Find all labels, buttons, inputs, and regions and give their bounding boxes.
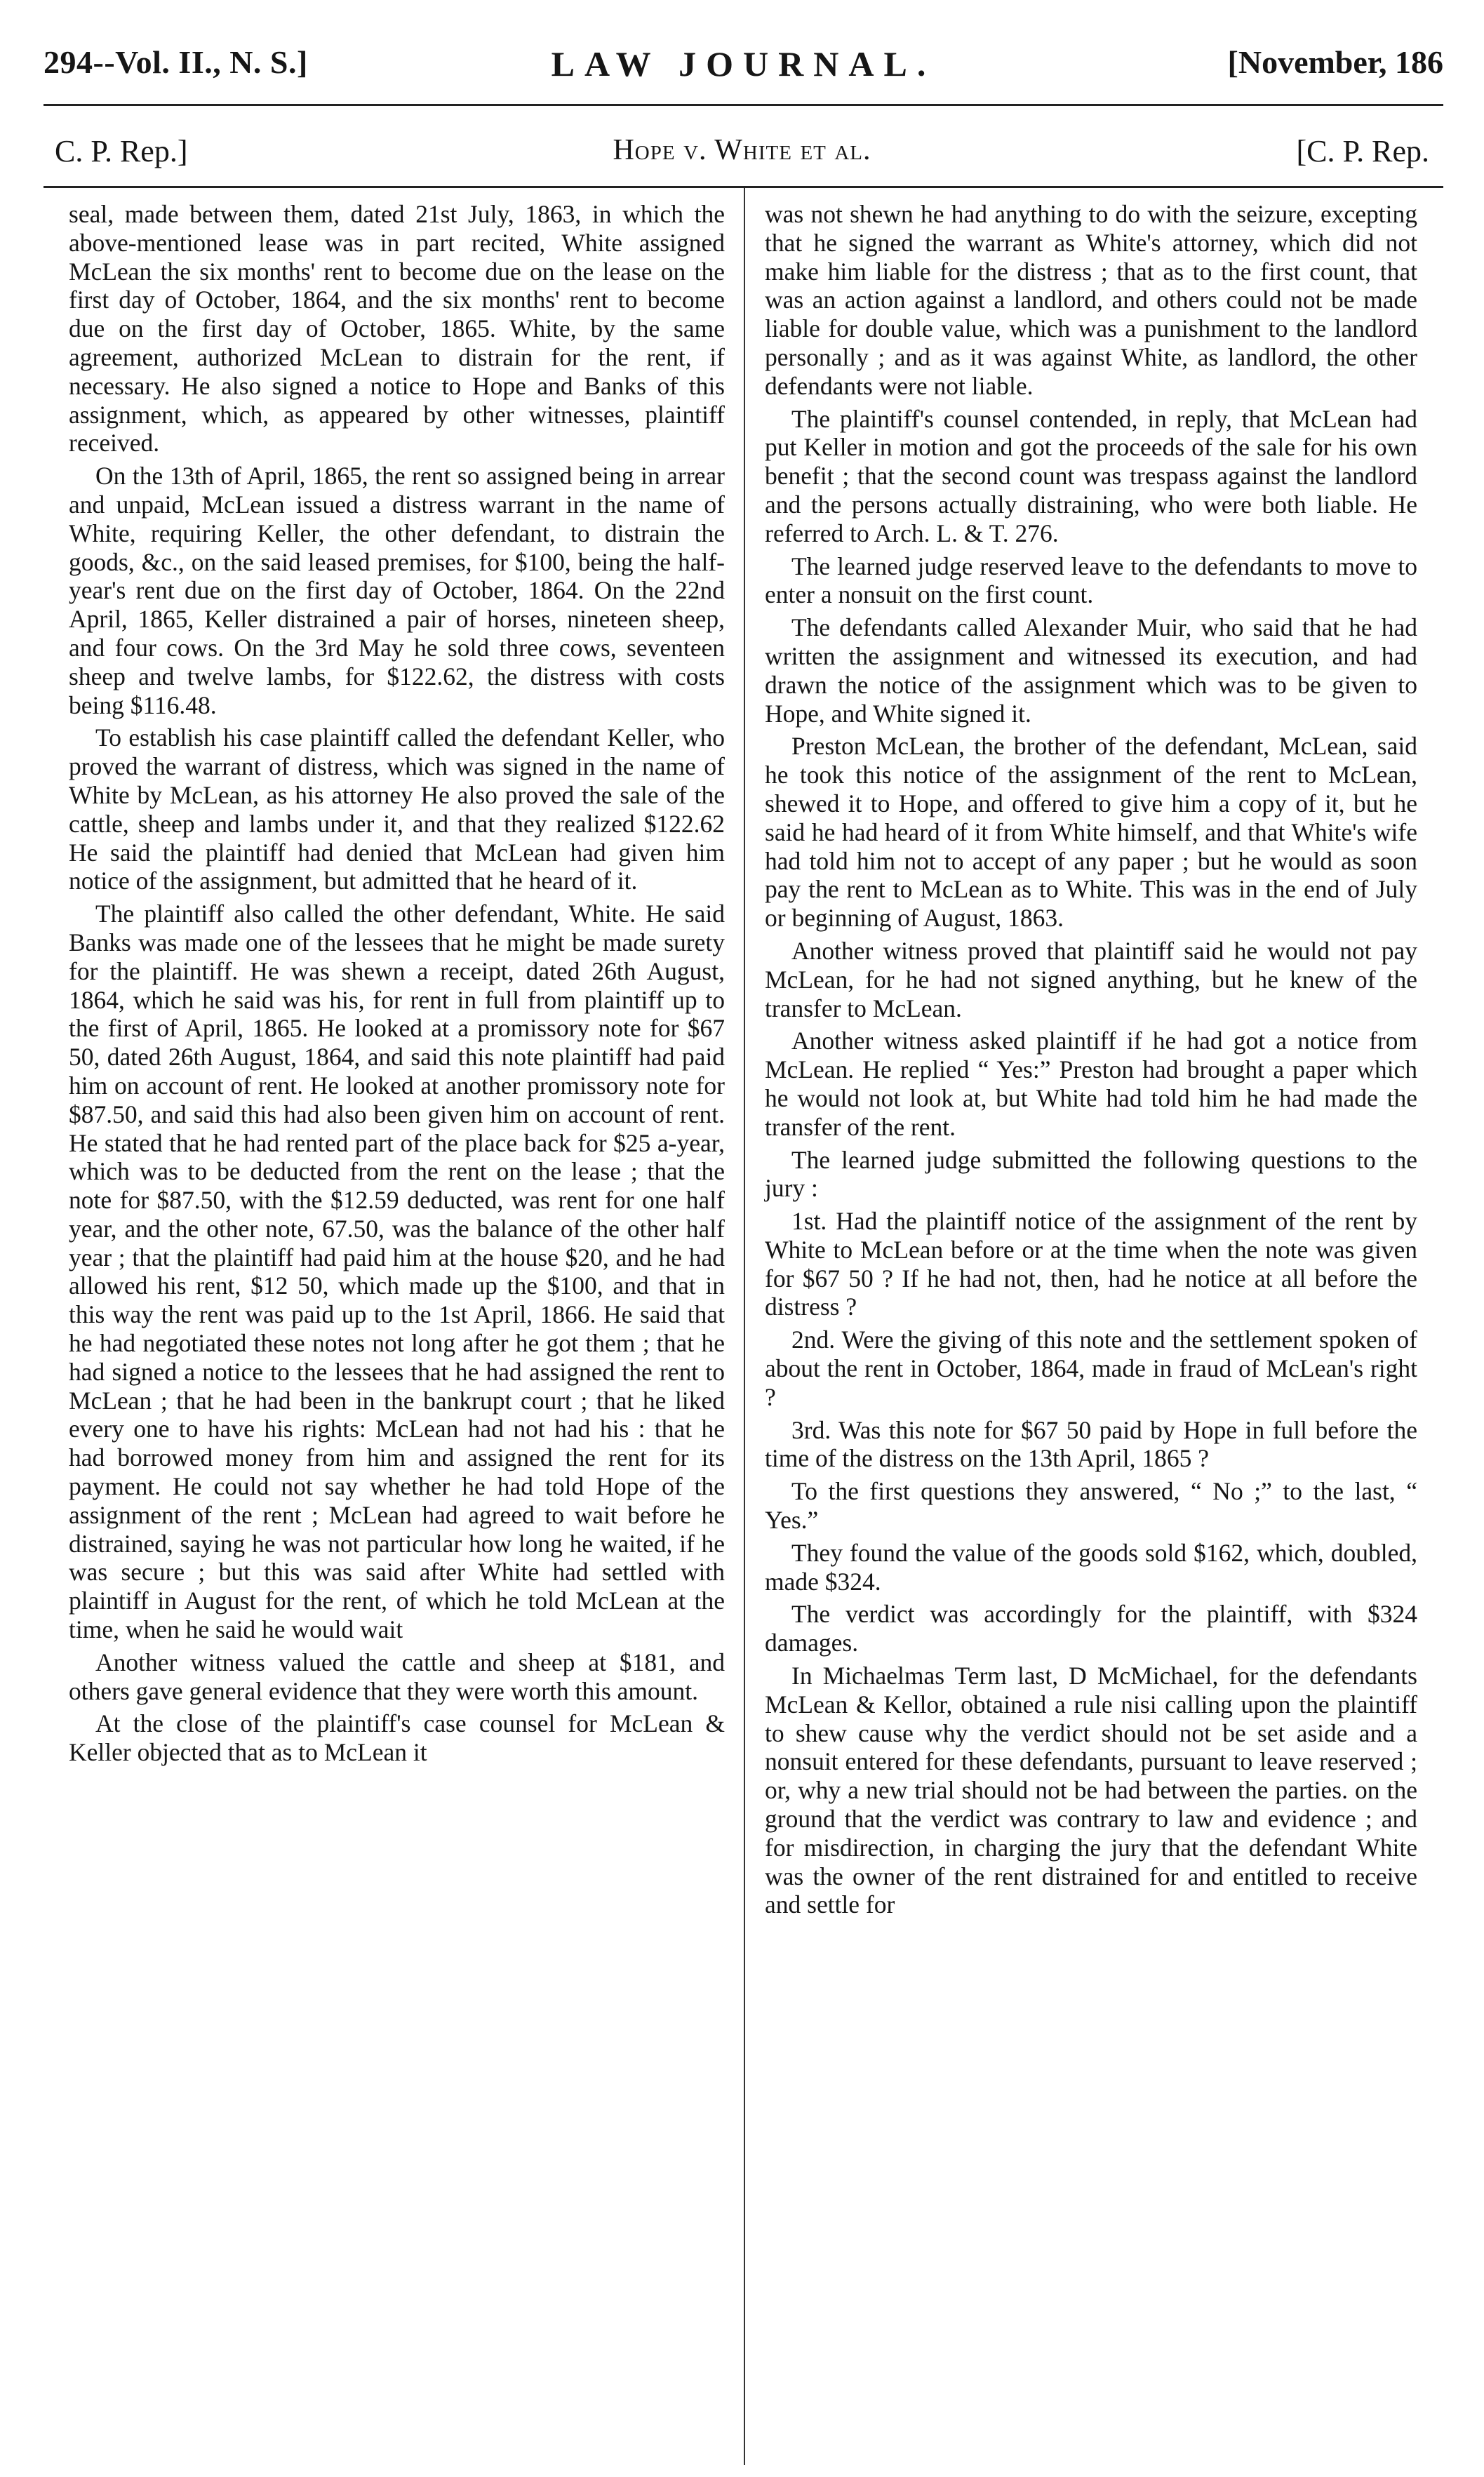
issue-date: [November, 186 [1227, 44, 1443, 80]
case-title: Hope v. White et al. [613, 134, 871, 166]
running-header [44, 44, 1443, 93]
paragraph: seal, made between them, dated 21st July, 1863, in which the above-mentioned lease was in part recited, White assigned McLean the six months' rent to become due on the lease on the first day of October, 1864, and the six months' rent to become due on the first day of October, 1865. White, by the same agreement, authorized McLean to distrain for the rent, if necessary. He also signed a notice to Hope and Banks of this assignment, which, as appeared by other witnesses, plaintiff received. [69, 200, 725, 458]
right-column [765, 200, 1417, 1923]
header-rule [44, 104, 1443, 106]
paragraph: Another witness valued the cattle and sheep at $181, and others gave general evidence that they were worth this amount. [69, 1648, 725, 1705]
paragraph: The learned judge submitted the following questions to the jury : [765, 1145, 1417, 1203]
column-divider [744, 188, 745, 2465]
jury-question: 1st. Had the plaintiff notice of the assignment of the rent by White to McLean before or at the time when the note was given for $67 50 ? If he had not, then, had he notice at all before the distress ? [765, 1207, 1417, 1321]
paragraph: Another witness proved that plaintiff said he would not pay McLean, for he had not signed anything, but he knew of the transfer to McLean. [765, 936, 1417, 1022]
paragraph: The plaintiff also called the other defendant, White. He said Banks was made one of the lessees that he might be made surety for the plaintiff. He was shewn a receipt, dated 26th August, 1864, which he said was his, for rent in full from plaintiff up to the first of April, 1865. He looked at a promissory note for $67 50, dated 26th August, 1864, and said this note plaintiff had paid him on account of rent. He looked at another promissory note for $87.50, and said this had also been given him on account of rent. He stated that he had rented part of the place back for $25 a-year, which was to be deducted from the rent on the lease ; that the note for $87.50, with the $12.59 deducted, was rent for one half year, and the other note, 67.50, was the balance of the other half year ; that the plaintiff had paid him at the house $20, and he had allowed his rent, $12 50, which made up the $100, and that in this way the rent was paid up to the 1st April, 1866. He said that he had negotiated these notes not long after he got them ; that he had signed a notice to the lessees that he had assigned the rent to McLean ; that he had been in the bankrupt court ; that he liked every one to have his rights: McLean had not had his : that he had borrowed money from him and assigned the rent for its payment. He could not say whether he had told Hope of the assignment of the rent ; McLean had agreed to wait before he distrained, saying he was not particular how long he waited, if he was secure ; but this was said after White had settled with plaintiff in August for the rent, of which he told McLean at the time, when he said he would wait [69, 900, 725, 1644]
report-section-right: [C. P. Rep. [1296, 134, 1429, 168]
paragraph: Preston McLean, the brother of the defendant, McLean, said he took this notice of the assignment of the rent to McLean, shewed it to Hope, and offered to give him a copy of it, but he said he had heard of it from White himself, and that White's wife had told him not to accept of any paper ; but he would as soon pay the rent to McLean as to White. This was in the end of July or beginning of August, 1863. [765, 732, 1417, 933]
case-header [55, 133, 1429, 175]
paragraph: The learned judge reserved leave to the defendants to move to enter a nonsuit on the first count. [765, 552, 1417, 609]
paragraph: They found the value of the goods sold $162, which, doubled, made $324. [765, 1538, 1417, 1596]
paragraph: The plaintiff's counsel contended, in reply, that McLean had put Keller in motion and got the proceeds of the sale for his own benefit ; that the second count was trespass against the landlord and the persons actually distraining, who were both liable. He referred to Arch. L. & T. 276. [765, 404, 1417, 547]
report-section-left: C. P. Rep.] [55, 134, 188, 168]
jury-question: 2nd. Were the giving of this note and the settlement spoken of about the rent in October, 1864, made in fraud of McLean's right ? [765, 1326, 1417, 1411]
paragraph: was not shewn he had anything to do with the seizure, excepting that he signed the warrant as White's attorney, which did not make him liable for the distress ; that as to the first count, that was an action against a landlord, and others could not be made liable for double value, which was a punishment to the landlord personally ; and as it was against White, as landlord, the other defendants were not liable. [765, 200, 1417, 400]
paragraph: To establish his case plaintiff called the defendant Keller, who proved the warrant of distress, which was signed in the name of White by McLean, as his attorney He also proved the sale of the cattle, sheep and lambs under it, and that they realized $122.62 He said the plaintiff had denied that McLean had given him notice of the assignment, but admitted that he heard of it. [69, 723, 725, 895]
jury-question: 3rd. Was this note for $67 50 paid by Hope in full before the time of the distress on the 13th April, 1865 ? [765, 1415, 1417, 1473]
paragraph: The verdict was accordingly for the plaintiff, with $324 damages. [765, 1600, 1417, 1657]
volume-page-number: 294--Vol. II., N. S.] [44, 44, 308, 80]
journal-title: LAW JOURNAL. [551, 44, 936, 84]
paragraph: The defendants called Alexander Muir, who said that he had written the assignment and witnessed its execution, and had drawn the notice of the assignment which was to be given to Hope, and White signed it. [765, 613, 1417, 728]
paragraph: Another witness asked plaintiff if he had got a notice from McLean. He replied “ Yes:” Preston had brought a paper which he would not look at, but White had told him he had made the transfer of the rent. [765, 1027, 1417, 1141]
paragraph: To the first questions they answered, “ No ;” to the last, “ Yes.” [765, 1477, 1417, 1535]
left-column [69, 200, 725, 1771]
paragraph: In Michaelmas Term last, D McMichael, for the defendants McLean & Kellor, obtained a rule nisi calling upon the plaintiff to shew cause why the verdict should not be set aside and a nonsuit entered for these defendants, pursuant to leave reserved ; or, why a new trial should not be had between the parties. on the ground that the verdict was contrary to law and evidence ; and for misdirection, in charging the jury that the defendant White was the owner of the rent distrained for and entitled to receive and settle for [765, 1662, 1417, 1919]
paragraph: At the close of the plaintiff's case counsel for McLean & Keller objected that as to McLean it [69, 1709, 725, 1767]
paragraph: On the 13th of April, 1865, the rent so assigned being in arrear and unpaid, McLean issued a distress warrant in the name of White, requiring Keller, the other defendant, to distrain the goods, &c., on the said leased premises, for $100, being the half-year's rent due on the first day of October, 1864. On the 22nd April, 1865, Keller distrained a pair of horses, nineteen sheep, and four cows. On the 3rd May he sold three cows, seventeen sheep and twelve lambs, for $122.62, the distress with costs being $116.48. [69, 462, 725, 719]
